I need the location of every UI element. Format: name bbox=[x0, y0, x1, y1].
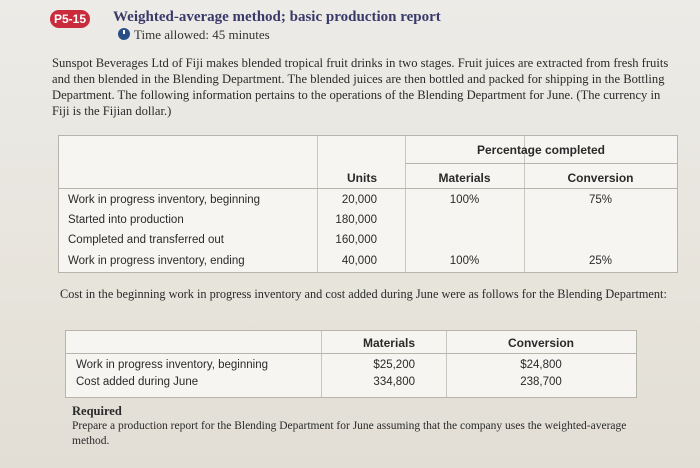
problem-title: Weighted-average method; basic production report bbox=[113, 9, 441, 25]
materials-header: Materials bbox=[438, 171, 491, 185]
row-materials: 100% bbox=[449, 194, 480, 206]
conversion-header: Conversion bbox=[507, 336, 574, 350]
table-rule bbox=[66, 353, 636, 354]
time-allowed bbox=[118, 27, 270, 43]
row-units: 20,000 bbox=[341, 194, 377, 206]
problem-badge: P5-15 bbox=[50, 10, 90, 28]
time-allowed-text: Time allowed: 45 minutes bbox=[134, 27, 270, 42]
row-conversion: 75% bbox=[588, 194, 613, 206]
row-conversion: 25% bbox=[588, 255, 613, 267]
required-text: Prepare a production report for the Blending Department for June assuming that the company uses the weighted-average method. bbox=[72, 420, 627, 447]
row-conversion: $24,800 bbox=[520, 359, 562, 371]
units-header: Units bbox=[347, 171, 377, 185]
row-materials: 100% bbox=[449, 255, 480, 267]
row-label: Work in progress inventory, beginning bbox=[68, 194, 260, 206]
row-units: 160,000 bbox=[335, 234, 377, 246]
row-conversion: 238,700 bbox=[520, 376, 562, 388]
table-rule bbox=[59, 188, 677, 189]
row-units: 180,000 bbox=[335, 214, 377, 226]
row-label: Completed and transferred out bbox=[68, 234, 224, 246]
row-materials: $25,200 bbox=[373, 359, 415, 371]
row-units: 40,000 bbox=[341, 255, 377, 267]
row-label: Started into production bbox=[68, 214, 184, 226]
row-label: Work in progress inventory, beginning bbox=[76, 359, 268, 371]
cost-table bbox=[65, 330, 637, 398]
row-materials: 334,800 bbox=[373, 376, 415, 388]
cost-paragraph: Cost in the beginning work in progress inventory and cost added during June were as follows for the Blending Department: bbox=[60, 287, 667, 301]
intro-paragraph: Sunspot Beverages Ltd of Fiji makes blended tropical fruit drinks in two stages. Fruit juices are extracted from fresh fruits and then blended in the Blending Department. The blended juices are then bottled and packed for shipping in the Bottling Department. The following information pertains to the operations of the Blending Department for June. (The currency in Fiji is the Fijian dollar.) bbox=[52, 56, 669, 118]
conversion-header: Conversion bbox=[567, 171, 634, 185]
materials-header: Materials bbox=[362, 336, 415, 350]
row-label: Cost added during June bbox=[76, 376, 199, 388]
percentage-completed-header: Percentage completed bbox=[476, 143, 606, 157]
required-heading: Required bbox=[72, 404, 122, 418]
units-table bbox=[58, 135, 678, 273]
row-label: Work in progress inventory, ending bbox=[68, 255, 245, 267]
table-rule bbox=[405, 163, 677, 164]
clock-icon bbox=[118, 28, 130, 40]
